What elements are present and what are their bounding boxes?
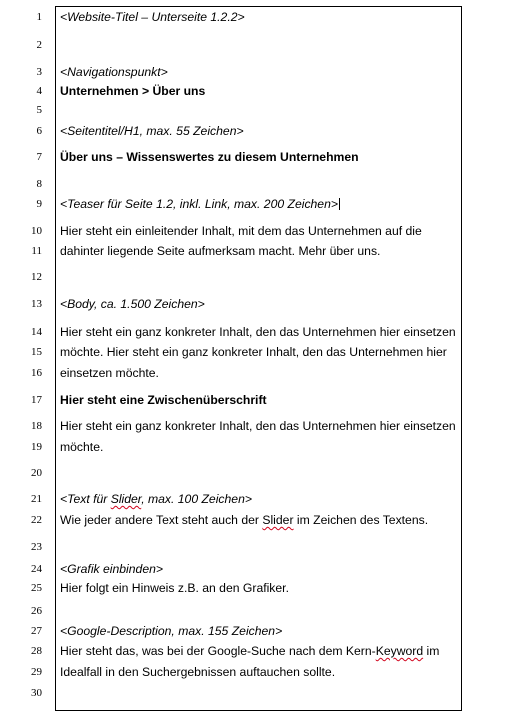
line-text-segment: Hier folgt ein Hinweis z.B. an den Grafiker. [60, 581, 289, 595]
line-text-segment: <Navigationspunkt> [60, 65, 168, 79]
line-text-segment: einsetzen möchte. [60, 366, 159, 380]
line-number: 5 [36, 104, 42, 116]
line-number: 16 [31, 367, 42, 379]
line-text[interactable] [60, 581, 289, 595]
text-cursor [339, 198, 340, 210]
line-number: 24 [31, 563, 42, 575]
line-number: 26 [31, 605, 42, 617]
line-text[interactable] [60, 366, 159, 380]
line-number: 29 [31, 666, 42, 678]
line-number: 8 [36, 178, 42, 190]
line-text[interactable] [60, 419, 456, 433]
line-number: 6 [36, 125, 42, 137]
line-text-segment: <Grafik einbinden> [60, 562, 163, 576]
line-number: 3 [36, 66, 42, 78]
line-text[interactable] [60, 297, 205, 311]
spellcheck-flagged-word: Slider [262, 513, 294, 527]
line-text-segment: <Teaser für Seite 1.2, inkl. Link, max. 200 Zeichen> [60, 197, 338, 211]
line-text-segment: <Google-Description, max. 155 Zeichen> [60, 624, 283, 638]
line-number: 25 [31, 582, 42, 594]
line-text-segment: möchte. [60, 440, 104, 454]
line-text-segment: Über uns – Wissenswertes zu diesem Unternehmen [60, 150, 359, 164]
spellcheck-flagged-word: Slider [110, 492, 142, 506]
line-number: 7 [36, 151, 42, 163]
line-number: 4 [36, 85, 42, 97]
line-text-segment: <Text für [60, 492, 111, 506]
line-number: 19 [31, 441, 42, 453]
line-text-segment: <Seitentitel/H1, max. 55 Zeichen> [60, 124, 244, 138]
spellcheck-flagged-word: Keyword [375, 644, 424, 658]
line-number: 22 [31, 514, 42, 526]
line-text[interactable] [60, 124, 244, 138]
line-text-segment: im Zeichen des Textens. [293, 513, 429, 527]
line-text-segment: im [423, 644, 440, 658]
line-number: 11 [31, 245, 42, 257]
line-number: 18 [31, 420, 42, 432]
line-text[interactable] [60, 440, 103, 454]
line-number: 13 [31, 298, 42, 310]
line-number: 2 [36, 39, 42, 51]
line-text-segment: Hier steht ein ganz konkreter Inhalt, den das Unternehmen hier einsetzen [60, 325, 456, 339]
line-text[interactable] [60, 644, 439, 658]
line-number: 21 [31, 493, 42, 505]
line-text-segment: Unternehmen > Über uns [60, 84, 206, 98]
line-number: 9 [36, 198, 42, 210]
line-text[interactable] [60, 513, 428, 527]
line-text-segment: Hier steht eine Zwischenüberschrift [60, 393, 267, 407]
line-text[interactable] [60, 224, 422, 238]
line-text[interactable] [60, 150, 359, 164]
line-number: 12 [31, 271, 42, 283]
line-number: 23 [31, 541, 42, 553]
line-number: 27 [31, 625, 42, 637]
line-text-segment: , max. 100 Zeichen> [141, 492, 252, 506]
line-text[interactable] [60, 624, 282, 638]
line-number: 28 [31, 645, 42, 657]
line-text[interactable] [60, 244, 380, 258]
line-text[interactable] [60, 325, 456, 339]
line-number: 30 [31, 687, 42, 699]
line-text[interactable] [60, 492, 252, 506]
line-text-segment: Hier steht das, was bei der Google-Suche nach dem Kern- [60, 644, 376, 658]
line-number: 17 [31, 394, 42, 406]
line-text-segment: möchte. Hier steht ein ganz konkreter Inhalt, den das Unternehmen hier [60, 345, 447, 359]
line-text[interactable] [60, 197, 340, 211]
line-text[interactable] [60, 665, 335, 679]
line-number: 1 [36, 11, 42, 23]
line-text-segment: dahinter liegende Seite aufmerksam macht. Mehr über uns. [60, 244, 381, 258]
line-text[interactable] [60, 345, 447, 359]
line-number: 15 [31, 346, 42, 358]
line-text-segment: <Body, ca. 1.500 Zeichen> [60, 297, 205, 311]
line-text-segment: Idealfall in den Suchergebnissen auftauchen sollte. [60, 665, 336, 679]
line-text[interactable] [60, 10, 245, 24]
line-text-segment: Wie jeder andere Text steht auch der [60, 513, 263, 527]
line-text-segment: <Website-Titel – Unterseite 1.2.2> [60, 10, 245, 24]
line-number: 14 [31, 326, 42, 338]
line-text-segment: Hier steht ein einleitender Inhalt, mit dem das Unternehmen auf die [60, 224, 422, 238]
line-number: 10 [31, 225, 42, 237]
line-number: 20 [31, 467, 42, 479]
line-text[interactable] [60, 562, 163, 576]
line-text-segment: Hier steht ein ganz konkreter Inhalt, den das Unternehmen hier einsetzen [60, 419, 456, 433]
line-text[interactable] [60, 84, 205, 98]
line-text[interactable] [60, 393, 267, 407]
line-text[interactable] [60, 65, 168, 79]
